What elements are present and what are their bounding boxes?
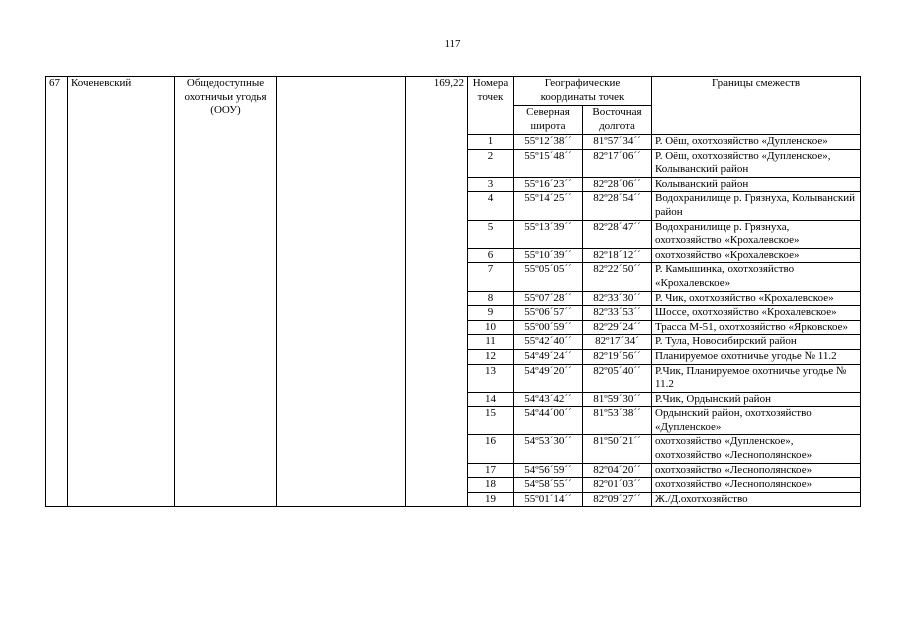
border-description: Трасса М-51, охотхозяйство «Ярковское» (652, 320, 861, 335)
latitude: 55º01´14´´ (514, 492, 583, 507)
latitude: 55º42´40´´ (514, 335, 583, 350)
point-number: 11 (468, 335, 514, 350)
longitude: 82º09´27´´ (583, 492, 652, 507)
border-description: охотхозяйство «Дупленское», охотхозяйство «Леснополянское» (652, 435, 861, 463)
longitude: 82º28´06´´ (583, 177, 652, 192)
longitude: 81º53´38´´ (583, 407, 652, 435)
header-point-number: Номера точек (468, 77, 514, 135)
point-number: 13 (468, 364, 514, 392)
district-name: Коченевский (68, 77, 175, 507)
point-number: 19 (468, 492, 514, 507)
longitude: 82º22´50´´ (583, 263, 652, 291)
latitude: 54º53´30´´ (514, 435, 583, 463)
longitude: 82º18´12´´ (583, 248, 652, 263)
longitude: 82º29´24´´ (583, 320, 652, 335)
latitude: 54º49´20´´ (514, 364, 583, 392)
border-description: Ж./Д.охотхозяйство (652, 492, 861, 507)
header-borders: Границы смежеств (652, 77, 861, 135)
longitude: 82º33´53´´ (583, 306, 652, 321)
record-index: 67 (46, 77, 68, 507)
border-description: Р.Чик, Ордынский район (652, 392, 861, 407)
point-number: 1 (468, 135, 514, 150)
longitude: 81º50´21´´ (583, 435, 652, 463)
border-description: охотхозяйство «Леснополянское» (652, 478, 861, 493)
border-description: Водохранилище р. Грязнуха, охотхозяйство «Крохалевское» (652, 220, 861, 248)
latitude: 55º16´23´´ (514, 177, 583, 192)
border-description: Планируемое охотничье угодье № 11.2 (652, 349, 861, 364)
latitude: 55º14´25´´ (514, 192, 583, 220)
latitude: 55º12´38´´ (514, 135, 583, 150)
longitude: 82º17´34´ (583, 335, 652, 350)
border-description: Ордынский район, охотхозяйство «Дупленское» (652, 407, 861, 435)
latitude: 54º49´24´´ (514, 349, 583, 364)
header-east-lon: Восточная долгота (583, 106, 652, 135)
longitude: 81º59´30´´ (583, 392, 652, 407)
point-number: 10 (468, 320, 514, 335)
longitude: 82º05´40´´ (583, 364, 652, 392)
point-number: 4 (468, 192, 514, 220)
longitude: 82º01´03´´ (583, 478, 652, 493)
latitude: 55º06´57´´ (514, 306, 583, 321)
latitude: 55º00´59´´ (514, 320, 583, 335)
border-description: Шоссе, охотхозяйство «Крохалевское» (652, 306, 861, 321)
point-number: 5 (468, 220, 514, 248)
border-description: Р.Чик, Планируемое охотничье угодье № 11.2 (652, 364, 861, 392)
hunting-grounds-table (45, 76, 861, 507)
latitude: 54º43´42´´ (514, 392, 583, 407)
latitude: 55º15´48´´ (514, 149, 583, 177)
longitude: 81º57´34´´ (583, 135, 652, 150)
point-number: 7 (468, 263, 514, 291)
longitude: 82º28´54´´ (583, 192, 652, 220)
point-number: 8 (468, 291, 514, 306)
border-description: охотхозяйство «Леснополянское» (652, 463, 861, 478)
border-description: Р. Оёш, охотхозяйство «Дупленское», Колыванский район (652, 149, 861, 177)
point-number: 6 (468, 248, 514, 263)
point-number: 18 (468, 478, 514, 493)
latitude: 54º44´00´´ (514, 407, 583, 435)
point-number: 12 (468, 349, 514, 364)
point-number: 16 (468, 435, 514, 463)
point-number: 17 (468, 463, 514, 478)
point-number: 14 (468, 392, 514, 407)
longitude: 82º28´47´´ (583, 220, 652, 248)
border-description: Р. Камышинка, охотхозяйство «Крохалевское» (652, 263, 861, 291)
border-description: Р. Чик, охотхозяйство «Крохалевское» (652, 291, 861, 306)
longitude: 82º17´06´´ (583, 149, 652, 177)
border-description: Водохранилище р. Грязнуха, Колыванский район (652, 192, 861, 220)
latitude: 54º56´59´´ (514, 463, 583, 478)
point-number: 3 (468, 177, 514, 192)
point-number: 15 (468, 407, 514, 435)
empty-column (277, 77, 406, 507)
border-description: охотхозяйство «Крохалевское» (652, 248, 861, 263)
latitude: 55º07´28´´ (514, 291, 583, 306)
latitude: 55º05´05´´ (514, 263, 583, 291)
latitude: 55º13´39´´ (514, 220, 583, 248)
land-category: Общедоступные охотничьи угодья (ООУ) (175, 77, 277, 507)
page-number: 117 (444, 38, 461, 50)
longitude: 82º19´56´´ (583, 349, 652, 364)
longitude: 82º33´30´´ (583, 291, 652, 306)
border-description: Р. Тула, Новосибирский район (652, 335, 861, 350)
border-description: Колыванский район (652, 177, 861, 192)
latitude: 55º10´39´´ (514, 248, 583, 263)
header-geo-coords: Географические координаты точек (514, 77, 652, 106)
point-number: 2 (468, 149, 514, 177)
border-description: Р. Оёш, охотхозяйство «Дупленское» (652, 135, 861, 150)
longitude: 82º04´20´´ (583, 463, 652, 478)
area-value: 169,22 (406, 77, 468, 507)
point-number: 9 (468, 306, 514, 321)
latitude: 54º58´55´´ (514, 478, 583, 493)
header-north-lat: Северная широта (514, 106, 583, 135)
